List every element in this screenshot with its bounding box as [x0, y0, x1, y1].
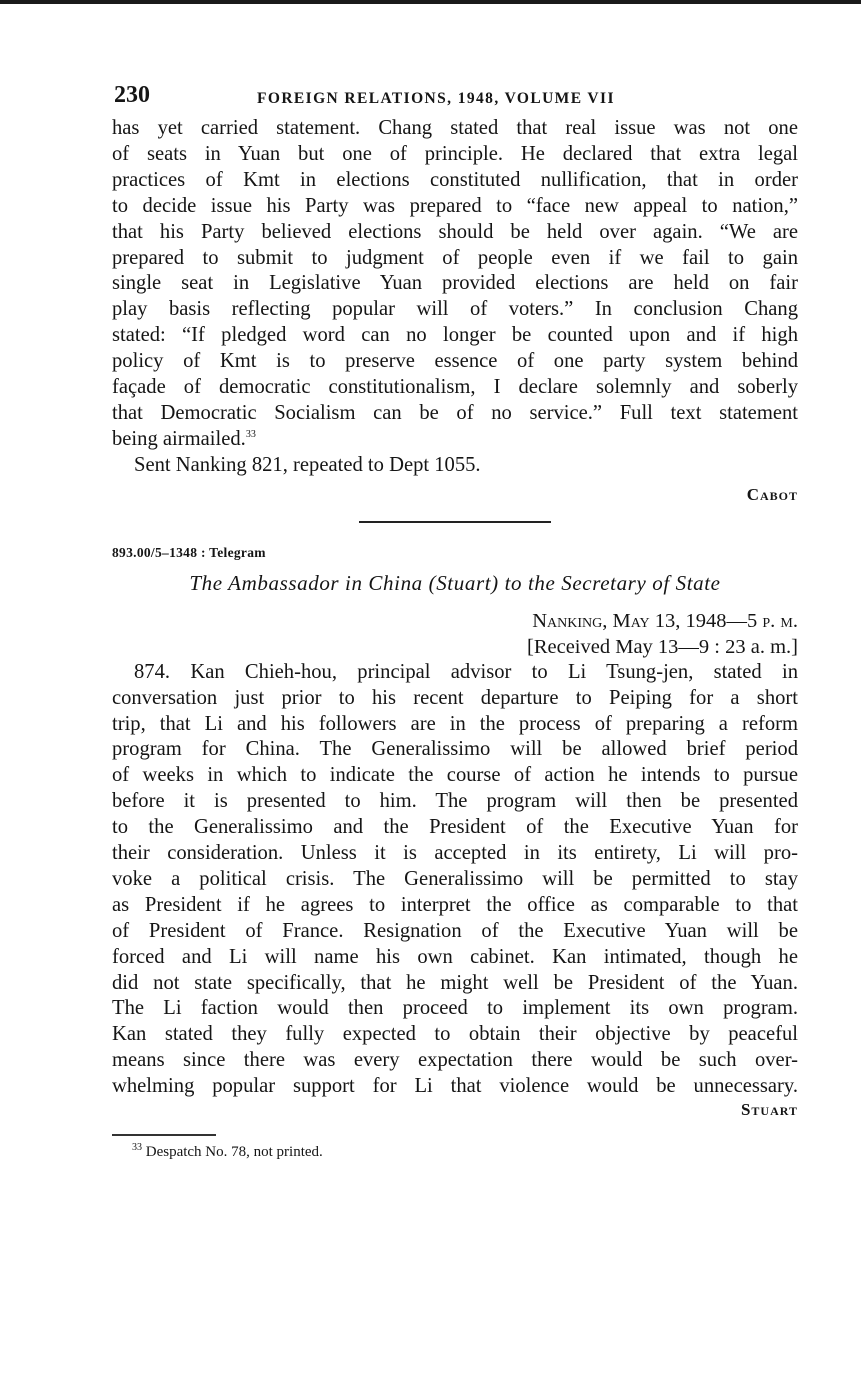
document-page: [112, 82, 798, 1161]
text-line: before it is presented to him. The program will then be presented: [112, 790, 798, 813]
text-line: policy of Kmt is to preserve essence of one party system behind: [112, 350, 798, 373]
text-line: conversation just prior to his recent departure to Peiping for a short: [112, 686, 798, 709]
text-line: program for China. The Generalissimo will be allowed brief period: [112, 738, 798, 761]
dateline-received: [Received May 13—9 : 23 a. m.]: [527, 635, 798, 658]
text-line: that his Party believed elections should be held over again. “We are: [112, 220, 798, 243]
signature-cabot: Cabot: [746, 484, 798, 504]
text-line: The Li faction would then proceed to implement its own program.: [112, 997, 798, 1020]
text-line: that Democratic Socialism can be of no service.” Full text statement: [112, 401, 798, 424]
page-top-edge: [0, 0, 861, 4]
text-line: has yet carried statement. Chang stated that real issue was not one: [112, 117, 798, 139]
text-line: forced and Li will name his own cabinet. Kan intimated, though he: [112, 945, 798, 968]
text-line: practices of Kmt in elections constituted nullification, that in order: [112, 168, 798, 191]
text-line: trip, that Li and his followers are in the process of preparing a reform: [112, 712, 798, 735]
text-line: Kan stated they fully expected to obtain their objective by peaceful: [112, 1023, 798, 1046]
text-line: stated: “If pledged word can no longer be counted upon and if high: [112, 324, 798, 347]
text-line: did not state specifically, that he might well be President of the Yuan.: [112, 971, 798, 994]
running-head-title: FOREIGN RELATIONS, 1948, VOLUME VII: [257, 90, 615, 107]
text-line: as President if he agrees to interpret the office as comparable to that: [112, 893, 798, 916]
text-line: means since there was every expectation there would be such over-: [112, 1049, 798, 1072]
signature-stuart: Stuart: [740, 1100, 798, 1120]
footnote: [112, 1144, 798, 1161]
dateline: [112, 608, 798, 660]
text-line: single seat in Legislative Yuan provided elections are held on fair: [112, 272, 798, 295]
text-line: to decide issue his Party was prepared to “face new appeal to nation,”: [112, 194, 798, 217]
text-line: 874. Kan Chieh-hou, principal advisor to Li Tsung-jen, stated in: [134, 660, 798, 683]
text-fragment: being airmailed.: [112, 427, 246, 450]
sent-line: Sent Nanking 821, repeated to Dept 1055.: [134, 453, 481, 476]
text-line: prepared to submit to judgment of people even if we fail to gain: [112, 246, 798, 269]
page-number: 230: [114, 82, 150, 108]
text-line: of weeks in which to indicate the course of action he intends to pursue: [112, 764, 798, 787]
text-line: façade of democratic constitutionalism, I declare solemnly and soberly: [112, 376, 798, 399]
dateline-sent: Nanking, May 13, 1948—5 p. m.: [532, 609, 798, 632]
text-line: of seats in Yuan but one of principle. He declared that extra legal: [112, 142, 798, 165]
text-line: to the Generalissimo and the President of the Executive Yuan for: [112, 816, 798, 839]
second-document-body: [112, 660, 798, 1100]
text-line-last: [112, 427, 798, 453]
footnote-reference[interactable]: 33: [245, 429, 256, 441]
text-line: play basis reflecting popular will of voters.” In conclusion Chang: [112, 298, 798, 321]
text-line: their consideration. Unless it is accepted in its entirety, Li will pro-: [112, 842, 798, 865]
document-title: The Ambassador in China (Stuart) to the Secretary of State: [189, 570, 721, 595]
text-line: of President of France. Resignation of the Executive Yuan will be: [112, 919, 798, 942]
first-document-body: [112, 116, 798, 479]
text-line: voke a political crisis. The Generalissimo will be permitted to stay: [112, 867, 798, 890]
footnote-rule: [112, 1134, 216, 1136]
running-head: [112, 82, 798, 116]
file-number: 893.00/5–1348 : Telegram: [112, 544, 266, 560]
footnote-number: 33: [132, 1142, 142, 1154]
text-line: whelming popular support for Li that violence would be unnecessary.: [112, 1075, 798, 1098]
footnote-text: Despatch No. 78, not printed.: [145, 1144, 323, 1161]
section-divider: [359, 521, 551, 523]
